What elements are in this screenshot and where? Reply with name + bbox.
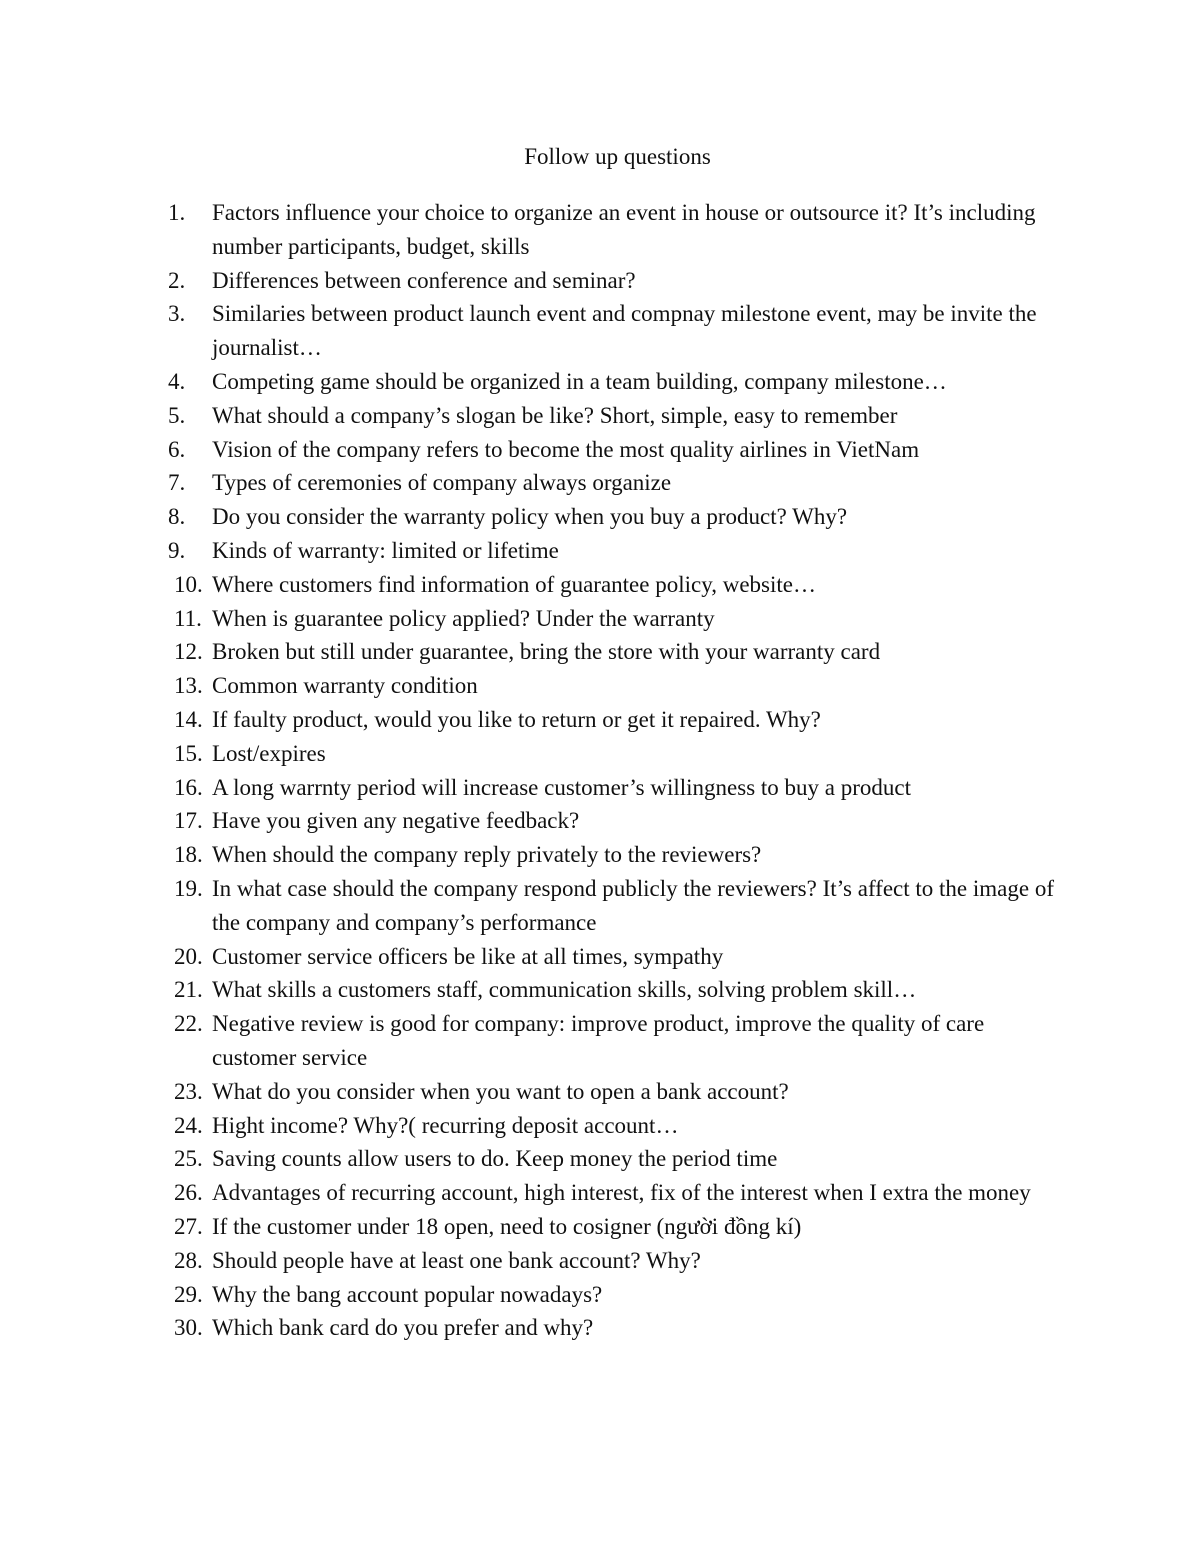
list-item-number: 2. xyxy=(168,267,186,293)
list-item xyxy=(168,1278,1068,1312)
list-item-number: 26. xyxy=(174,1180,203,1206)
list-item-number: 28. xyxy=(174,1247,203,1273)
list-item-number: 25. xyxy=(174,1146,203,1172)
list-item-number: 3. xyxy=(168,301,186,327)
list-item-text: What do you consider when you want to open a bank account? xyxy=(212,1078,789,1104)
list-item xyxy=(168,500,1068,534)
list-item-text: Common warranty condition xyxy=(212,673,478,699)
list-item-number: 29. xyxy=(174,1281,203,1307)
list-item-text: Factors influence your choice to organize an event in house or outsource it? It’s including number participants, budget, skills xyxy=(212,200,1036,259)
list-item-text: Why the bang account popular nowadays? xyxy=(212,1281,603,1307)
list-item-number: 14. xyxy=(174,706,203,732)
list-item-number: 22. xyxy=(174,1011,203,1037)
list-item-text: Should people have at least one bank account? Why? xyxy=(212,1247,701,1273)
list-item-text: When should the company reply privately to the reviewers? xyxy=(212,842,762,868)
list-item xyxy=(168,466,1068,500)
list-item xyxy=(168,602,1068,636)
list-item-text: Negative review is good for company: improve product, improve the quality of care customer service xyxy=(212,1011,985,1070)
list-item xyxy=(168,1075,1068,1109)
list-item-text: In what case should the company respond publicly the reviewers? It’s affect to the image of the company and company’s performance xyxy=(212,875,1054,935)
list-item-text: Advantages of recurring account, high interest, fix of the interest when I extra the money xyxy=(212,1180,1031,1206)
list-item xyxy=(168,669,1068,703)
list-item-text: Saving counts allow users to do. Keep money the period time xyxy=(212,1146,778,1172)
list-item-text: If faulty product, would you like to return or get it repaired. Why? xyxy=(212,706,821,732)
list-item xyxy=(168,534,1068,568)
list-item xyxy=(168,1176,1068,1210)
list-item-number: 17. xyxy=(174,808,203,834)
list-item xyxy=(168,568,1068,602)
list-item-text: Which bank card do you prefer and why? xyxy=(212,1315,594,1341)
list-item-number: 4. xyxy=(168,368,186,394)
list-item-text: Hight income? Why?( recurring deposit account… xyxy=(212,1112,679,1138)
list-item xyxy=(168,973,1068,1007)
list-item-number: 18. xyxy=(174,842,203,868)
list-item-text: Do you consider the warranty policy when you buy a product? Why? xyxy=(212,504,848,530)
list-item-number: 24. xyxy=(174,1112,203,1138)
list-item-text: Where customers find information of guarantee policy, website… xyxy=(212,571,816,597)
list-item-number: 8. xyxy=(168,504,186,530)
list-item-number: 27. xyxy=(174,1213,203,1239)
list-item-text: If the customer under 18 open, need to cosigner (người đồng kí) xyxy=(212,1213,802,1239)
list-item xyxy=(168,872,1068,940)
list-item xyxy=(168,365,1068,399)
list-item-text: When is guarantee policy applied? Under the warranty xyxy=(212,605,715,631)
list-item xyxy=(168,433,1068,467)
list-item-text: A long warrnty period will increase customer’s willingness to buy a product xyxy=(212,774,912,800)
list-item xyxy=(168,1210,1068,1244)
list-item-text: Have you given any negative feedback? xyxy=(212,808,580,834)
list-item-number: 16. xyxy=(174,774,203,800)
list-item-number: 6. xyxy=(168,436,186,462)
list-item-number: 20. xyxy=(174,943,203,969)
list-item xyxy=(168,1109,1068,1143)
list-item-number: 9. xyxy=(168,537,186,563)
list-item xyxy=(168,940,1068,974)
list-item-number: 7. xyxy=(168,470,186,496)
list-item-text: Broken but still under guarantee, bring the store with your warranty card xyxy=(212,639,881,665)
list-item xyxy=(168,737,1068,771)
list-item-number: 10. xyxy=(174,571,203,597)
list-item xyxy=(168,264,1068,298)
list-item-number: 21. xyxy=(174,977,203,1003)
list-item-number: 19. xyxy=(174,875,203,901)
list-item-text: Vision of the company refers to become the most quality airlines in VietNam xyxy=(212,436,920,462)
list-item-text: Competing game should be organized in a team building, company milestone… xyxy=(212,368,947,394)
list-item xyxy=(168,297,1068,365)
list-item-text: Lost/expires xyxy=(212,740,326,766)
list-item-number: 13. xyxy=(174,673,203,699)
list-item xyxy=(168,1007,1068,1075)
list-item xyxy=(168,703,1068,737)
list-item-number: 23. xyxy=(174,1078,203,1104)
list-item-text: Kinds of warranty: limited or lifetime xyxy=(212,537,559,563)
list-item-number: 12. xyxy=(174,639,203,665)
list-item xyxy=(168,196,1068,264)
list-item xyxy=(168,1142,1068,1176)
list-item-number: 11. xyxy=(174,605,202,631)
list-item-number: 5. xyxy=(168,402,186,428)
list-item-text: Customer service officers be like at all times, sympathy xyxy=(212,943,724,969)
list-item xyxy=(168,771,1068,805)
list-item-number: 30. xyxy=(174,1315,203,1341)
list-item-number: 1. xyxy=(168,200,186,225)
list-item-text: Types of ceremonies of company always organize xyxy=(212,470,672,496)
list-item-text: What should a company’s slogan be like? Short, simple, easy to remember xyxy=(212,402,898,428)
list-item-number: 15. xyxy=(174,740,203,766)
list-item-text: Similaries between product launch event and compnay milestone event, may be invite the journalist… xyxy=(212,301,1037,361)
list-item-text: What skills a customers staff, communication skills, solving problem skill… xyxy=(212,977,917,1003)
question-list xyxy=(168,196,1068,1345)
list-item xyxy=(168,838,1068,872)
list-item xyxy=(168,1244,1068,1278)
list-item xyxy=(168,804,1068,838)
list-item xyxy=(168,1311,1068,1345)
list-item-text: Differences between conference and seminar? xyxy=(212,267,636,293)
list-item xyxy=(168,635,1068,669)
list-item xyxy=(168,399,1068,433)
page-title: Follow up questions xyxy=(524,144,711,169)
